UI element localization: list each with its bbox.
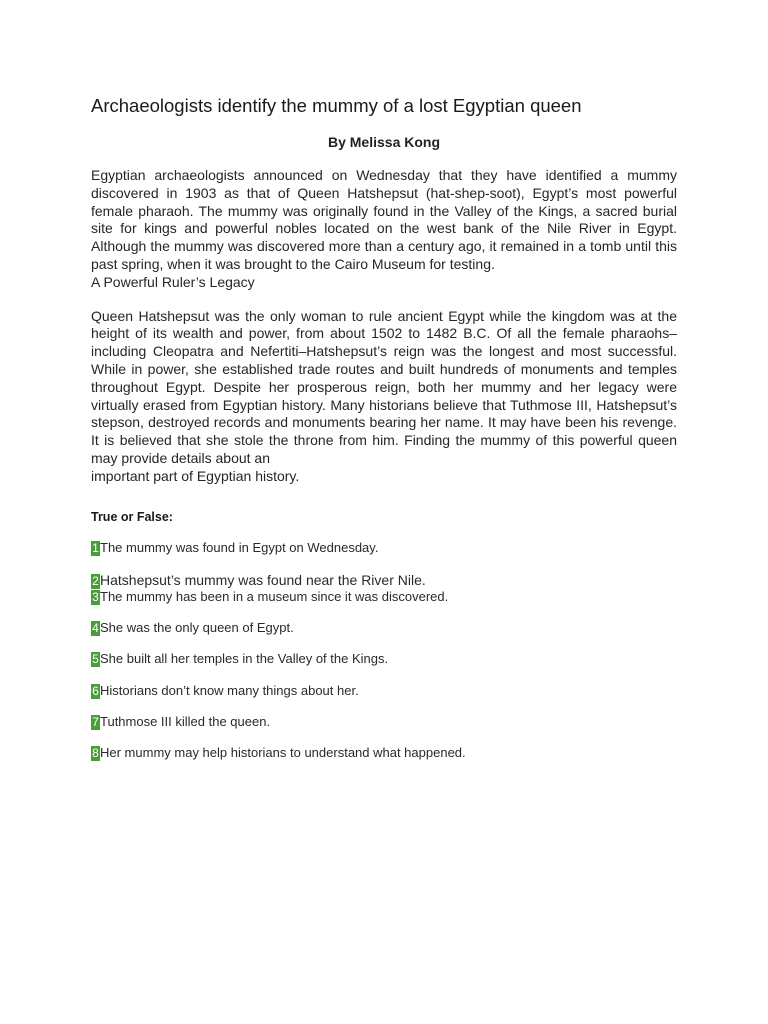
question-number-badge: 6: [92, 683, 99, 698]
quiz-question: [91, 589, 677, 605]
question-text: The mummy has been in a museum since it was discovered.: [100, 588, 449, 604]
article-title: Archaeologists identify the mummy of a lost Egyptian queen: [91, 95, 582, 116]
question-number-badge: 4: [92, 620, 99, 635]
quiz-question: [91, 745, 677, 761]
quiz-question: [91, 620, 677, 636]
question-number-badge: 1: [92, 540, 99, 555]
quiz-question: [91, 572, 677, 589]
paragraph-2-last-line: important part of Egyptian history.: [91, 467, 300, 484]
question-number-badge: 3: [92, 589, 99, 604]
quiz-question: [91, 540, 677, 556]
document-page: [91, 94, 677, 761]
question-number-badge: 5: [92, 651, 99, 666]
article-paragraph-1: [91, 167, 677, 292]
question-text: The mummy was found in Egypt on Wednesday.: [100, 539, 379, 555]
article-paragraph-2: [91, 308, 677, 486]
article-subheading: A Powerful Ruler’s Legacy: [91, 273, 255, 290]
article-byline: By Melissa Kong: [327, 134, 441, 150]
paragraph-1-text: Egyptian archaeologists announced on Wednesday that they have identified a mummy discovered in 1903 as that of Queen Hatshepsut (hat-shep-soot), Egypt’s most powerful female pharaoh. The mummy was originally found in the Valley of the Kings, a sacred burial site for kings and powerful nobles located on the west bank of the Nile River in Egypt. Although the mummy was discovered more than a century ago, it remained in a tomb until this past spring, when it was brought to the Cairo Museum for testing.: [91, 167, 677, 272]
question-number-badge: 7: [92, 714, 99, 729]
question-text: She was the only queen of Egypt.: [100, 619, 294, 635]
quiz-question: [91, 683, 677, 699]
question-text: Tuthmose III killed the queen.: [100, 713, 271, 729]
question-text: Hatshepsut’s mummy was found near the River Nile.: [100, 571, 426, 588]
quiz-question: [91, 714, 677, 730]
question-number-badge: 8: [92, 745, 99, 760]
quiz-heading: True or False:: [91, 509, 173, 524]
question-number-badge: 2: [92, 573, 99, 588]
quiz-question: [91, 651, 677, 667]
paragraph-2-text: Queen Hatshepsut was the only woman to rule ancient Egypt while the kingdom was at the height of its wealth and power, from about 1502 to 1482 B.C. Of all the female pharaohs–including Cleopatra and Nefertiti–Hatshepsut’s reign was the longest and most successful. While in power, she established trade routes and built hundreds of monuments and temples throughout Egypt. Despite her prosperous reign, both her mummy and her legacy were virtually erased from Egyptian history. Many historians believe that Tuthmose III, Hatshepsut’s stepson, destroyed records and monuments bearing her name. It may have been his revenge. It is believed that she stole the throne from him. Finding the mummy of this powerful queen may provide details about an: [91, 307, 677, 466]
question-text: She built all her temples in the Valley of the Kings.: [100, 650, 389, 666]
question-text: Her mummy may help historians to understand what happened.: [100, 744, 466, 760]
question-text: Historians don’t know many things about her.: [100, 682, 359, 698]
